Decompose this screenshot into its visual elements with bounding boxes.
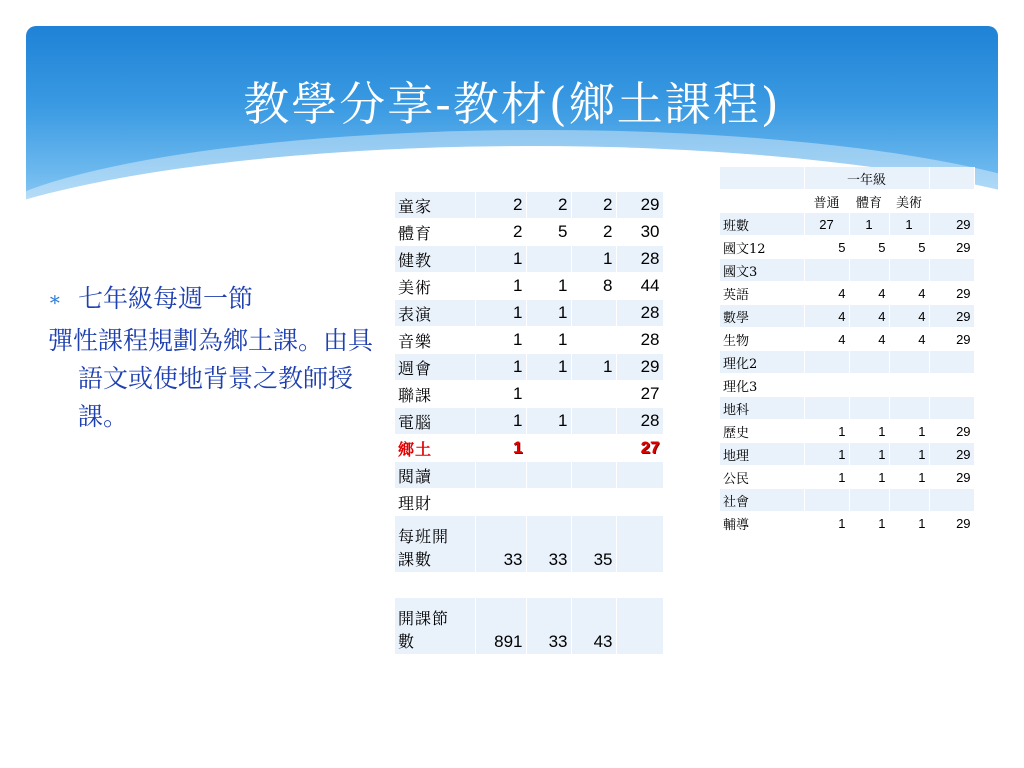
table-cell xyxy=(571,435,616,462)
table-cell xyxy=(804,489,849,512)
table-cell: 29 xyxy=(929,466,974,489)
row-label: 週會 xyxy=(395,354,475,381)
row-label: 國文3 xyxy=(720,259,804,282)
table-cell xyxy=(889,374,929,397)
table-cell: 2 xyxy=(475,219,526,246)
table-cell xyxy=(616,598,663,655)
table-cell: 1 xyxy=(526,273,571,300)
table-cell: 29 xyxy=(929,236,974,259)
asterisk-bullet-icon: ∗ xyxy=(48,287,62,311)
table-cell xyxy=(804,397,849,420)
table-cell: 35 xyxy=(571,516,616,573)
column-header: 普通 xyxy=(804,190,849,213)
table-cell: 30 xyxy=(616,219,663,246)
table-row xyxy=(720,443,974,466)
table-cell: 891 xyxy=(475,598,526,655)
row-label: 鄉土 xyxy=(395,435,475,462)
table-row xyxy=(395,354,663,381)
table-cell: 33 xyxy=(475,516,526,573)
table-cell: 1 xyxy=(804,466,849,489)
table-cell xyxy=(889,397,929,420)
table-cell xyxy=(929,259,974,282)
table-cell xyxy=(804,351,849,374)
table-cell: 2 xyxy=(526,192,571,219)
table-cell xyxy=(849,489,889,512)
table-cell xyxy=(526,435,571,462)
table-cell: 28 xyxy=(616,408,663,435)
table-cell: 29 xyxy=(929,328,974,351)
table-cell xyxy=(475,489,526,516)
row-label: 數學 xyxy=(720,305,804,328)
table-cell: 1 xyxy=(849,420,889,443)
table-cell xyxy=(571,489,616,516)
table-cell xyxy=(571,381,616,408)
table-cell: 29 xyxy=(616,354,663,381)
table-cell xyxy=(571,462,616,489)
table-cell: 4 xyxy=(804,328,849,351)
table-cell: 29 xyxy=(929,420,974,443)
table-cell: 29 xyxy=(929,213,974,236)
table-cell xyxy=(526,489,571,516)
row-label: 生物 xyxy=(720,328,804,351)
row-label: 公民 xyxy=(720,466,804,489)
table-cell: 1 xyxy=(889,466,929,489)
table-row xyxy=(395,219,663,246)
table-cell xyxy=(571,300,616,327)
table-row-highlighted xyxy=(395,435,663,462)
table-cell xyxy=(526,246,571,273)
table-cell xyxy=(395,573,475,598)
table-cell: 44 xyxy=(616,273,663,300)
table-row xyxy=(720,328,974,351)
row-label: 歷史 xyxy=(720,420,804,443)
table-row xyxy=(720,305,974,328)
table-cell xyxy=(616,573,663,598)
row-label: 理化2 xyxy=(720,351,804,374)
table-cell xyxy=(929,397,974,420)
table-cell: 1 xyxy=(526,327,571,354)
row-label: 國文12 xyxy=(720,236,804,259)
table-cell: 4 xyxy=(804,282,849,305)
table-cell: 29 xyxy=(929,305,974,328)
table-row xyxy=(720,282,974,305)
table-row xyxy=(395,381,663,408)
table-cell: 33 xyxy=(526,598,571,655)
row-label: 童家 xyxy=(395,192,475,219)
table-row xyxy=(720,466,974,489)
table-row xyxy=(720,351,974,374)
table-cell xyxy=(889,351,929,374)
table-cell xyxy=(526,462,571,489)
table-cell xyxy=(475,462,526,489)
table-cell: 1 xyxy=(475,300,526,327)
row-label: 電腦 xyxy=(395,408,475,435)
table-cell: 5 xyxy=(889,236,929,259)
table-cell xyxy=(616,462,663,489)
table-cell: 1 xyxy=(475,408,526,435)
row-label: 閱讀 xyxy=(395,462,475,489)
table-cell xyxy=(804,259,849,282)
table-cell: 4 xyxy=(849,328,889,351)
row-label-line: 數 xyxy=(398,632,416,651)
table-row xyxy=(395,246,663,273)
table-cell: 1 xyxy=(889,512,929,535)
table-cell xyxy=(526,573,571,598)
table-cell xyxy=(929,351,974,374)
table-row-per-class xyxy=(395,516,663,573)
table-row xyxy=(395,300,663,327)
table-cell: 29 xyxy=(929,282,974,305)
table-cell xyxy=(475,573,526,598)
bullet-text: 七年級每週一節 xyxy=(78,284,254,313)
row-label-line: 開課節 xyxy=(398,609,450,628)
course-hours-table xyxy=(395,192,664,655)
table-row-empty xyxy=(395,573,663,598)
table-row xyxy=(720,213,974,236)
table-row xyxy=(395,462,663,489)
row-label: 體育 xyxy=(395,219,475,246)
table-cell: 1 xyxy=(475,273,526,300)
table-cell xyxy=(929,167,974,190)
table-cell: 1 xyxy=(849,512,889,535)
row-label: 音樂 xyxy=(395,327,475,354)
bullet-item xyxy=(48,280,388,318)
table-cell xyxy=(889,489,929,512)
table-cell: 4 xyxy=(889,305,929,328)
table-cell: 1 xyxy=(475,381,526,408)
table-cell: 2 xyxy=(571,219,616,246)
bullet-paragraph: 彈性課程規劃為鄉土課。由具語文或使地背景之教師授課。 xyxy=(48,326,374,431)
table-cell: 29 xyxy=(929,443,974,466)
column-header: 美術 xyxy=(889,190,929,213)
table-cell: 4 xyxy=(849,305,889,328)
row-label: 輔導 xyxy=(720,512,804,535)
table-cell: 1 xyxy=(571,246,616,273)
table-cell: 5 xyxy=(849,236,889,259)
table-cell xyxy=(849,351,889,374)
table-cell: 5 xyxy=(526,219,571,246)
table-row xyxy=(720,489,974,512)
row-label-line: 每班開 xyxy=(398,527,450,546)
table-cell: 27 xyxy=(804,213,849,236)
row-label: 理財 xyxy=(395,489,475,516)
table-row xyxy=(720,397,974,420)
row-label: 健教 xyxy=(395,246,475,273)
row-label-line: 課數 xyxy=(398,550,433,569)
table-cell xyxy=(804,374,849,397)
row-label: 理化3 xyxy=(720,374,804,397)
table-cell: 29 xyxy=(929,512,974,535)
table-cell: 1 xyxy=(849,466,889,489)
table-cell: 1 xyxy=(889,213,929,236)
table-row xyxy=(395,192,663,219)
table-cell: 5 xyxy=(804,236,849,259)
table-cell: 1 xyxy=(475,327,526,354)
table-cell: 1 xyxy=(526,300,571,327)
table-cell: 43 xyxy=(571,598,616,655)
row-label: 美術 xyxy=(395,273,475,300)
table-row xyxy=(395,327,663,354)
grade-header: 一年級 xyxy=(804,167,929,190)
table-cell: 29 xyxy=(616,192,663,219)
row-label: 班數 xyxy=(720,213,804,236)
table-cell: 1 xyxy=(571,354,616,381)
table-header-row xyxy=(720,167,974,190)
table-row xyxy=(720,420,974,443)
table-cell xyxy=(849,259,889,282)
table-cell xyxy=(616,516,663,573)
row-label: 表演 xyxy=(395,300,475,327)
table-cell xyxy=(889,259,929,282)
table-cell: 1 xyxy=(526,408,571,435)
table-row xyxy=(395,408,663,435)
row-label xyxy=(395,598,475,655)
table-cell: 1 xyxy=(849,443,889,466)
table-cell xyxy=(571,408,616,435)
table-header-row xyxy=(720,190,974,213)
table-cell xyxy=(720,190,804,213)
table-cell: 27 xyxy=(616,435,663,462)
table-row xyxy=(720,259,974,282)
table-row-total xyxy=(395,598,663,655)
table-cell: 1 xyxy=(849,213,889,236)
table-cell xyxy=(929,190,974,213)
table-row xyxy=(395,273,663,300)
table-cell: 4 xyxy=(804,305,849,328)
table-cell xyxy=(571,327,616,354)
table-cell xyxy=(720,167,804,190)
table-cell: 28 xyxy=(616,300,663,327)
row-label: 地理 xyxy=(720,443,804,466)
table-row xyxy=(720,374,974,397)
row-label: 社會 xyxy=(720,489,804,512)
bullet-list xyxy=(48,280,388,436)
table-cell xyxy=(849,397,889,420)
table-row xyxy=(720,512,974,535)
table-cell xyxy=(929,489,974,512)
row-label xyxy=(395,516,475,573)
table-cell xyxy=(526,381,571,408)
table-cell: 27 xyxy=(616,381,663,408)
table-row xyxy=(395,489,663,516)
table-cell: 1 xyxy=(804,512,849,535)
table-cell: 1 xyxy=(475,435,526,462)
table-cell: 28 xyxy=(616,327,663,354)
table-cell: 1 xyxy=(475,246,526,273)
table-row xyxy=(720,236,974,259)
column-header: 體育 xyxy=(849,190,889,213)
row-label: 英語 xyxy=(720,282,804,305)
slide-title: 教學分享-教材(鄉土課程) xyxy=(243,77,781,131)
table-cell xyxy=(929,374,974,397)
table-cell: 4 xyxy=(849,282,889,305)
table-cell xyxy=(571,573,616,598)
table-cell: 2 xyxy=(475,192,526,219)
table-cell: 1 xyxy=(475,354,526,381)
table-cell: 1 xyxy=(804,420,849,443)
row-label: 地科 xyxy=(720,397,804,420)
table-cell: 8 xyxy=(571,273,616,300)
table-cell xyxy=(616,489,663,516)
table-cell: 1 xyxy=(889,420,929,443)
table-cell: 33 xyxy=(526,516,571,573)
table-cell: 2 xyxy=(571,192,616,219)
row-label: 聯課 xyxy=(395,381,475,408)
table-cell: 4 xyxy=(889,282,929,305)
table-cell: 1 xyxy=(526,354,571,381)
table-cell xyxy=(849,374,889,397)
table-cell: 28 xyxy=(616,246,663,273)
table-cell: 4 xyxy=(889,328,929,351)
table-cell: 1 xyxy=(889,443,929,466)
table-cell: 1 xyxy=(804,443,849,466)
grade-one-table xyxy=(720,167,975,535)
